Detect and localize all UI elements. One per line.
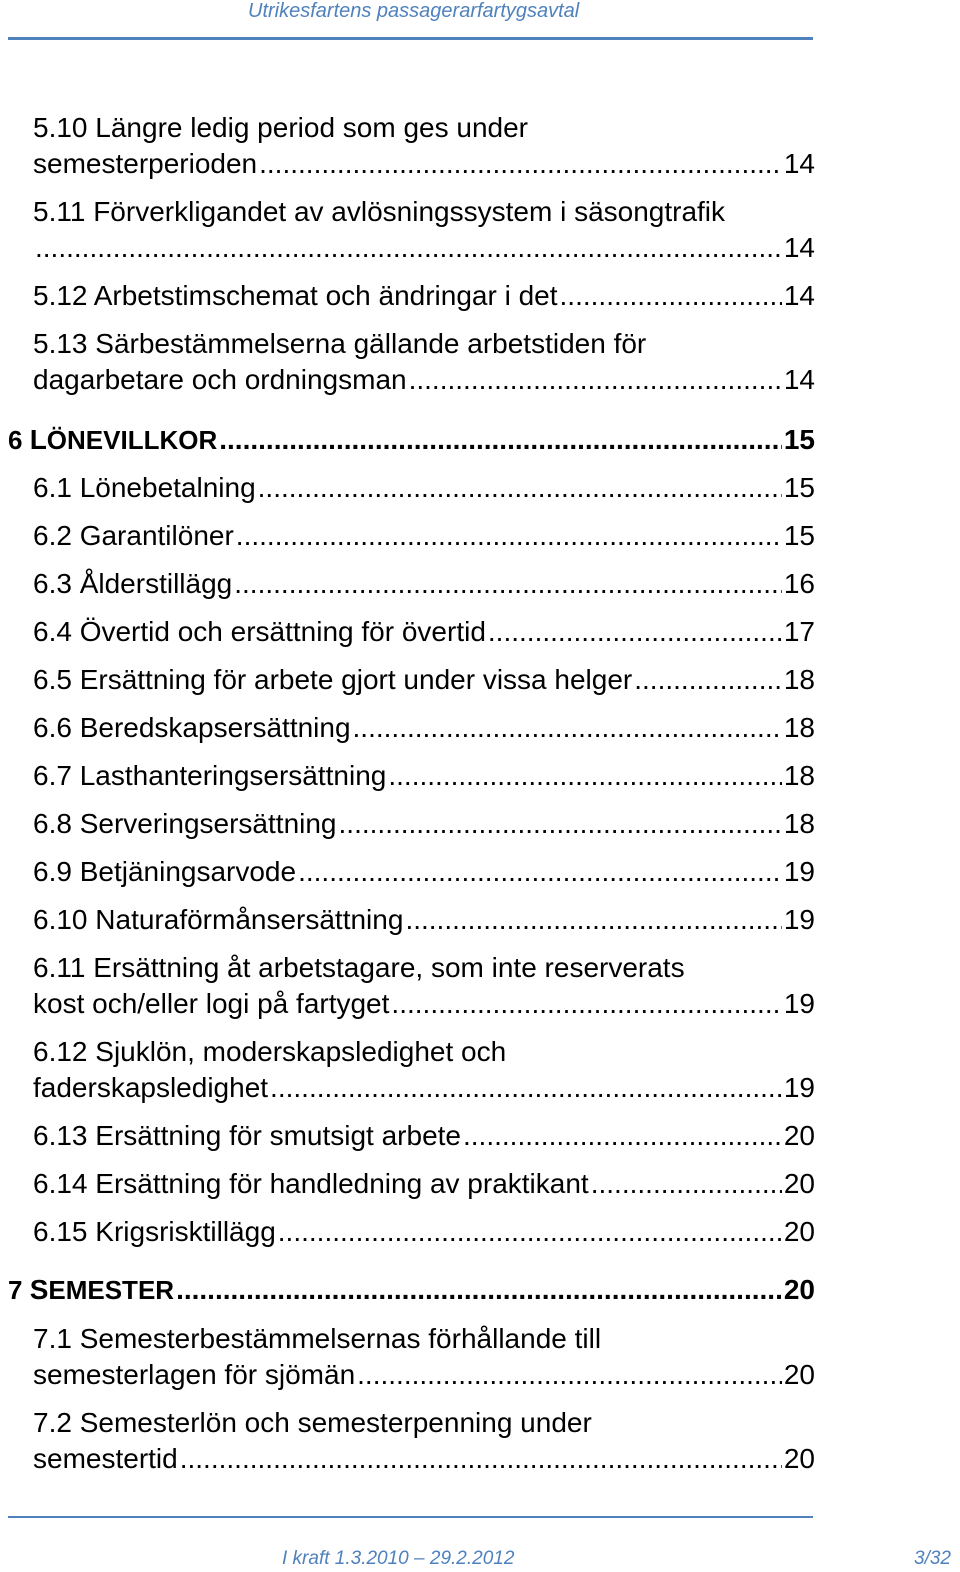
toc-dot-leader (634, 662, 782, 698)
toc-page-number: 20 (783, 1168, 815, 1199)
toc-entry-leader-line (33, 662, 815, 698)
toc-page-number: 15 (783, 424, 815, 455)
toc-entry-leader-line (33, 854, 815, 890)
toc-dot-leader (353, 710, 782, 746)
toc-entry-leader-line (33, 1214, 815, 1250)
toc-dot-leader (591, 1166, 782, 1202)
toc-page-number: 14 (783, 232, 815, 263)
toc-dot-leader (176, 1272, 782, 1308)
toc-entry-text-line: 7.2 Semesterlön och semesterpenning under (33, 1407, 592, 1438)
toc-page-number: 19 (783, 856, 815, 887)
toc-dot-leader (388, 758, 781, 794)
toc-entry-title: 6.4 Övertid och ersättning för övertid (33, 616, 486, 647)
toc-entry-title: faderskapsledighet (33, 1072, 269, 1103)
toc-dot-leader (405, 902, 781, 938)
toc-page-number: 15 (783, 472, 815, 503)
toc-page-number: 19 (783, 988, 815, 1019)
toc-page-number: 14 (783, 364, 815, 395)
toc-dot-leader (488, 614, 782, 650)
toc-page-number: 20 (783, 1443, 815, 1474)
toc-entry-text-line: 6.11 Ersättning åt arbetstagare, som inte reserverats (33, 952, 685, 983)
toc-entry-title: 6.7 Lasthanteringsersättning (33, 760, 387, 791)
toc-entry-text-line: 7.1 Semesterbestämmelsernas förhållande till (33, 1323, 602, 1354)
footer-validity-dates: I kraft 1.3.2010 – 29.2.2012 (282, 1548, 515, 1569)
toc-page-number: 20 (783, 1216, 815, 1247)
toc-page-number: 20 (783, 1120, 815, 1151)
toc-entry-leader-line (33, 806, 815, 842)
toc-entry-title: 5.12 Arbetstimschemat och ändringar i det (33, 280, 558, 311)
toc-entry-leader-line (8, 422, 815, 458)
toc-entry-leader-line (33, 470, 815, 506)
toc-dot-leader (391, 986, 781, 1022)
toc-entry-title: kost och/eller logi på fartyget (33, 988, 390, 1019)
toc-dot-leader (409, 362, 782, 398)
toc-entry-title: 7 SEMESTER (8, 1274, 175, 1305)
toc-dot-leader (35, 230, 782, 266)
toc-entry-leader-line (33, 518, 815, 554)
toc-entry-title: 6.1 Lönebetalning (33, 472, 256, 503)
toc-entry-title: 6.8 Serveringsersättning (33, 808, 337, 839)
toc-entry-title: 6.2 Garantilöner (33, 520, 234, 551)
toc-entry-title: semesterlagen för sjömän (33, 1359, 356, 1390)
toc-dot-leader (339, 806, 782, 842)
toc-dot-leader (463, 1118, 782, 1154)
toc-page-number: 20 (783, 1359, 815, 1390)
toc-entry-title: 6.10 Naturaförmånsersättning (33, 904, 404, 935)
toc-entry-title: 6.6 Beredskapsersättning (33, 712, 351, 743)
header-title: Utrikesfartens passagerarfartygsavtal (248, 0, 580, 22)
footer-rule (8, 1516, 813, 1518)
toc-dot-leader (258, 470, 782, 506)
toc-entry-title: 6.9 Betjäningsarvode (33, 856, 297, 887)
toc-entry-title: semesterperioden (33, 148, 258, 179)
toc-page-number: 16 (783, 568, 815, 599)
toc-entry-leader-line (33, 986, 815, 1022)
toc-dot-leader (259, 146, 782, 182)
toc-page-number: 18 (783, 760, 815, 791)
toc-dot-leader (234, 566, 782, 602)
toc-entry-title: 6.13 Ersättning för smutsigt arbete (33, 1120, 461, 1151)
toc-entry-leader-line (33, 278, 815, 314)
toc-entry-title: 6.5 Ersättning för arbete gjort under vissa helger (33, 664, 633, 695)
toc-page-number: 18 (783, 664, 815, 695)
toc-entry-title: 6.3 Ålderstillägg (33, 568, 233, 599)
toc-entry-leader-line (33, 566, 815, 602)
toc-dot-leader (236, 518, 782, 554)
toc-page-number: 17 (783, 616, 815, 647)
toc-entry-leader-line (33, 1166, 815, 1202)
header-rule (8, 37, 813, 40)
toc-entry-leader-line (33, 710, 815, 746)
toc-entry-leader-line (33, 1441, 815, 1477)
toc-entry-leader-line (33, 902, 815, 938)
toc-page-number: 14 (783, 148, 815, 179)
toc-entry-leader-line (8, 1272, 815, 1308)
footer-page-number: 3/32 (914, 1548, 951, 1569)
toc-page-number: 18 (783, 712, 815, 743)
toc-page-number: 18 (783, 808, 815, 839)
toc-dot-leader (180, 1441, 782, 1477)
toc-entry-title: dagarbetare och ordningsman (33, 364, 407, 395)
toc-page-number: 15 (783, 520, 815, 551)
toc-entry-title: 6.15 Krigsrisktillägg (33, 1216, 276, 1247)
toc-dot-leader (278, 1214, 782, 1250)
toc-page-number: 19 (783, 1072, 815, 1103)
toc-entry-leader-line (33, 230, 815, 266)
page-header (0, 0, 960, 42)
toc-entry-title: semestertid (33, 1443, 178, 1474)
toc-entry-leader-line (33, 146, 815, 182)
toc-page-number: 14 (783, 280, 815, 311)
toc-entry-text-line: 6.12 Sjuklön, moderskapsledighet och (33, 1036, 507, 1067)
toc-dot-leader (270, 1070, 782, 1106)
toc-entry-text-line: 5.13 Särbestämmelserna gällande arbetstiden för (33, 328, 647, 359)
toc-entry-leader-line (33, 362, 815, 398)
toc-dot-leader (219, 422, 782, 458)
toc-entry-leader-line (33, 1357, 815, 1393)
toc-entry-title: 6 LÖNEVILLKOR (8, 424, 218, 455)
toc-dot-leader (357, 1357, 782, 1393)
toc-entry-leader-line (33, 614, 815, 650)
toc-entry-text-line: 5.10 Längre ledig period som ges under (33, 112, 529, 143)
toc-entry-leader-line (33, 758, 815, 794)
toc-entry-leader-line (33, 1118, 815, 1154)
toc-dot-leader (298, 854, 782, 890)
toc-page-number: 19 (783, 904, 815, 935)
toc-page-number: 20 (783, 1274, 815, 1305)
toc-entry-leader-line (33, 1070, 815, 1106)
toc-entry-text-line: 5.11 Förverkligandet av avlösningssystem i säsongtrafik (33, 196, 726, 227)
toc-dot-leader (560, 278, 782, 314)
toc-entry-title: 6.14 Ersättning för handledning av praktikant (33, 1168, 589, 1199)
